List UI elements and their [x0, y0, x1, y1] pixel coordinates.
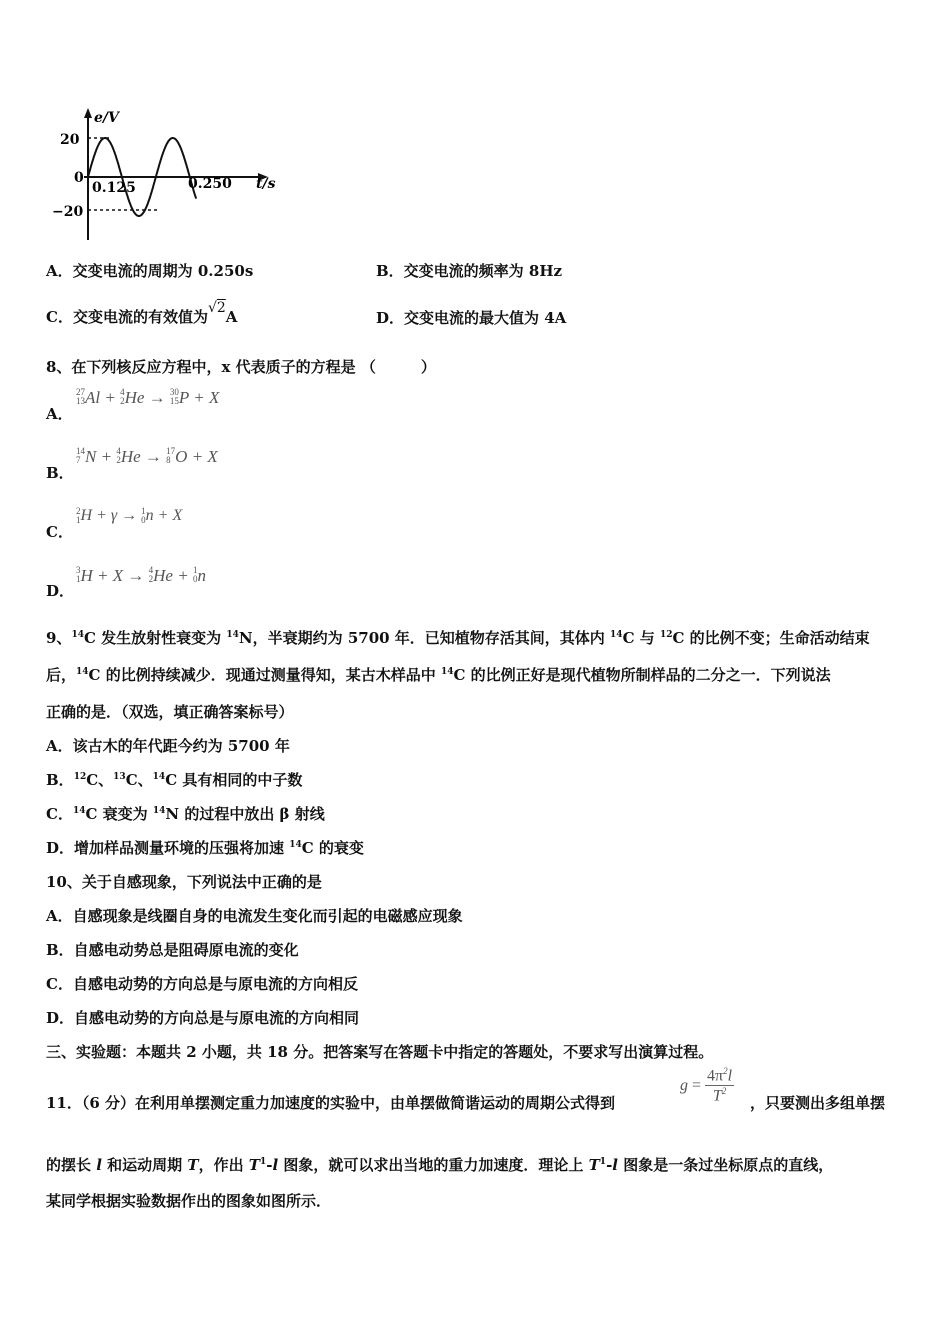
q11-line1-tail: ，只要测出多组单摆: [750, 1094, 886, 1112]
tick-neg20: −20: [52, 204, 84, 220]
sqrt-radicand: 2: [216, 300, 226, 316]
q9-option-a: A．该古木的年代距今约为 5700 年: [46, 737, 290, 755]
q9-option-c: C．$^{14}$C 衰变为 $^{14}$N 的过程中放出 β 射线: [46, 805, 325, 823]
q8-option-a-label: A．: [46, 405, 73, 423]
emf-time-graph: [50, 100, 290, 250]
q7-option-d: D．交变电流的最大值为 4A: [376, 309, 567, 327]
q9-option-d: D．增加样品测量环境的压强将加速 $^{14}$C 的衰变: [46, 839, 364, 857]
q10-option-b: B．自感电动势总是阻碍原电流的变化: [46, 941, 299, 959]
q7-option-c-text: C．交变电流的有效值为: [46, 308, 208, 326]
q8-option-a-equation: 27 13 Al + 4 2 He → 30 15 P + X: [76, 387, 220, 407]
q7-option-b: B．交变电流的频率为 8Hz: [376, 262, 563, 280]
y-axis-label: e/V: [94, 110, 119, 126]
formula-fraction: $\frac{4\pi^2l}{T^2}$: [707, 1066, 733, 1105]
tick-0125: 0.125: [92, 180, 136, 196]
q10-option-c: C．自感电动势的方向总是与原电流的方向相反: [46, 975, 358, 993]
q10-stem: 10、关于自感现象，下列说法中正确的是: [46, 873, 322, 891]
q8-stem: 8、在下列核反应方程中，x 代表质子的方程是 （ ）: [46, 358, 436, 376]
q7-option-c: [46, 300, 238, 327]
q9-stem-line3: 正确的是．（双选，填正确答案标号）: [46, 703, 294, 721]
tick-0: 0: [74, 170, 84, 186]
q8-option-c-label: C．: [46, 523, 73, 541]
q8-option-d-label: D．: [46, 582, 75, 600]
tick-20: 20: [60, 132, 80, 148]
q9-stem-line2: 后，$^{14}$C 的比例持续减少．现通过测量得知，某古木样品中 $^{14}$C 的比例正好是现代植物所制样品的二分之一．下列说法: [46, 666, 831, 684]
tick-0250: 0.250: [188, 176, 232, 192]
q11-line3: 某同学根据实验数据作出的图象如图所示．: [46, 1192, 332, 1210]
q8-option-c-equation: 2 1 H + γ → 1 0 n + X: [76, 506, 183, 525]
q9-option-b: B．$^{12}$C、$^{13}$C、$^{14}$C 具有相同的中子数: [46, 771, 303, 789]
section-heading: 三、实验题：本题共 2 小题，共 18 分。把答案写在答题卡中指定的答题处，不要求写出演算过程。: [46, 1043, 714, 1061]
q10-option-d: D．自感电动势的方向总是与原电流的方向相同: [46, 1009, 360, 1027]
q7-option-c-unit: A: [225, 308, 238, 326]
q7-option-a: A．交变电流的周期为 0.250s: [46, 262, 254, 280]
q10-option-a: A．自感现象是线圈自身的电流发生变化而引起的电磁感应现象: [46, 907, 463, 925]
gravity-formula: g = $\frac{4\pi^2l}{T^2}$: [680, 1066, 733, 1105]
q8-option-b-label: B．: [46, 464, 74, 482]
q8-option-d-equation: 3 1 H + X → 4 2 He + 1 0 n: [76, 565, 206, 585]
q9-stem-line1: 9、$^{14}$C 发生放射性衰变为 $^{14}$N，半衰期约为 5700 年．已知植物存活其间，其体内 $^{14}$C 与 $^{12}$C 的比例不变；生命活动结束: [46, 629, 870, 647]
q11-line2: 的摆长 l 和运动周期 T，作出 $T^1-l$ 图象，就可以求出当地的重力加速度．理论上 $T^1-l$ 图象是一条过坐标原点的直线，: [46, 1156, 834, 1174]
q8-option-b-equation: 14 7 N + 4 2 He → 17 8 O + X: [76, 446, 218, 466]
x-axis-label: t/s: [256, 176, 276, 192]
q11-line1-text: 11．（6 分）在利用单摆测定重力加速度的实验中，由单摆做简谐运动的周期公式得到: [46, 1094, 616, 1112]
y-axis-arrow: [84, 108, 92, 118]
sqrt-symbol: √2: [207, 300, 226, 316]
